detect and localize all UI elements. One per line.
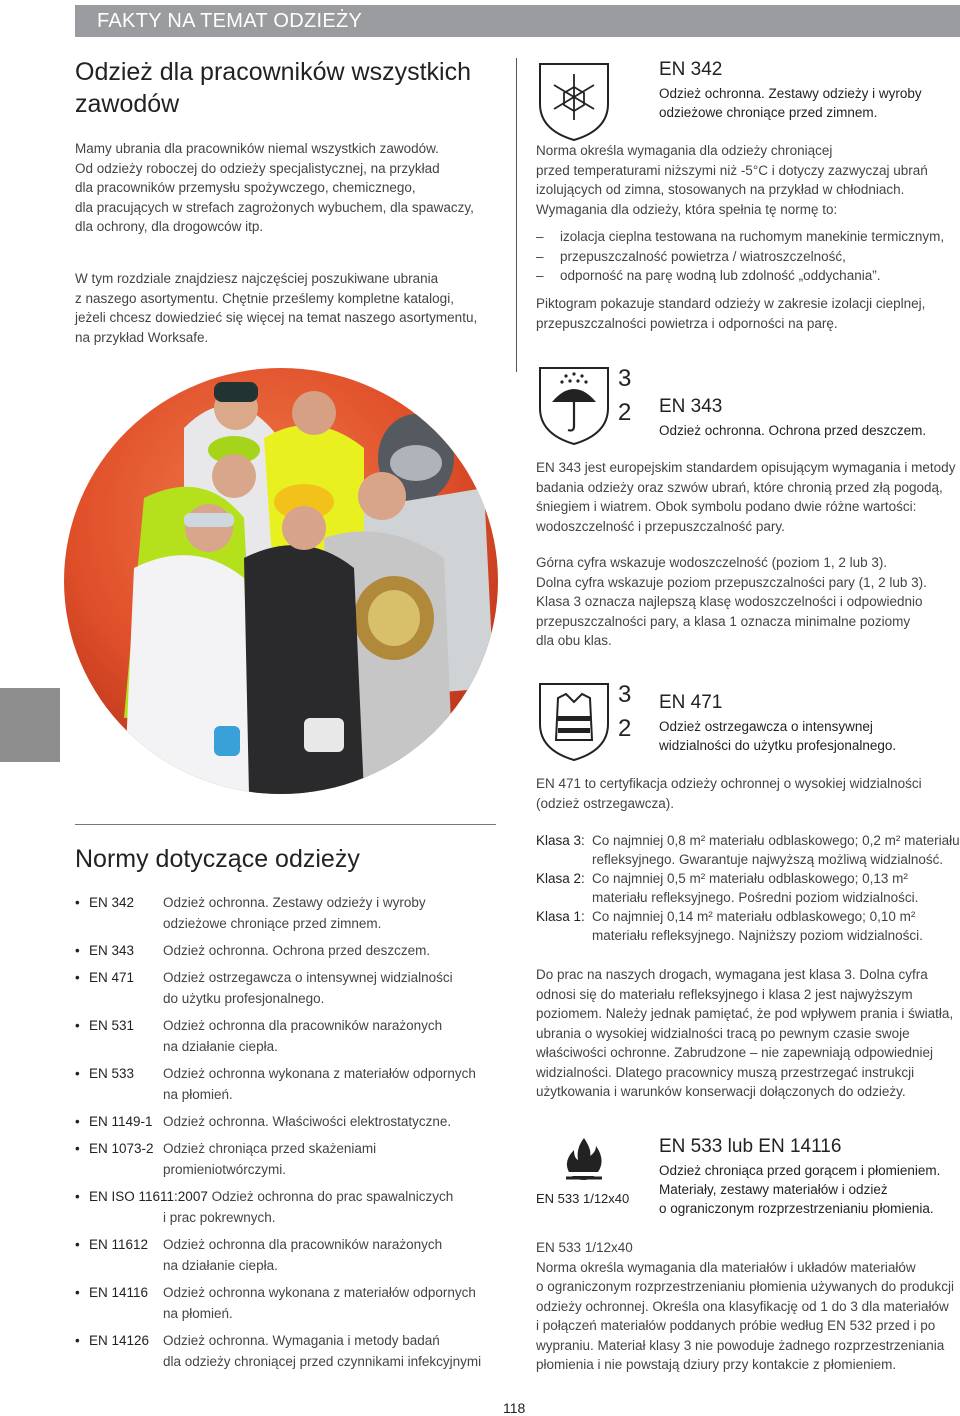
- en471-note-line: użytkowania i warunków konserwacji dołączonych do odzieży.: [536, 1084, 906, 1099]
- en343-levels: [536, 553, 956, 651]
- en533-text-head: EN 533 1/12x40: [536, 1240, 633, 1255]
- en343-level-line: Dolna cyfra wskazuje poziom przepuszczalności pary (1, 2 lub 3).: [536, 574, 927, 590]
- flame-protection-pictogram-icon: [562, 1136, 606, 1182]
- norm-item: • EN 14126 Odzież ochronna. Wymagania i metody badań dla odzieży chroniącej przed czynnikami infekcyjnymi: [75, 1330, 505, 1372]
- en343-description: [536, 458, 956, 536]
- en533-text-line: o ograniczonym rozprzestrzenianiu płomienia używanych do produkcji: [536, 1279, 954, 1294]
- en533-text-line: odzieży ochronnej. Określa ona klasyfikację od 1 do 3 dla materiałów: [536, 1298, 949, 1314]
- norm-item: • EN 531 Odzież ochronna dla pracowników narażonych na działanie ciepła.: [75, 1015, 505, 1057]
- norm-item: • EN ISO 11611:2007 Odzież ochronna do prac spawalniczych i prac pokrewnych.: [75, 1186, 505, 1228]
- en342-note: [536, 294, 956, 333]
- en342-requirements-list: [536, 227, 956, 286]
- en471-road-work-note: [536, 965, 960, 1102]
- en533-subtitle-line: Materiały, zestawy materiałów i odzież: [659, 1182, 888, 1197]
- class-text-line: Co najmniej 0,5 m² materiału odblaskowego; 0,13 m²: [592, 871, 908, 886]
- en343-breathability-value: 2: [618, 399, 632, 426]
- en471-note-line: odnosi się do materiału refleksyjnego i klasa 2 jest najwyższym: [536, 986, 913, 1002]
- en533-subtitle-line: o ograniczonym rozprzestrzenianiu płomienia.: [659, 1201, 934, 1216]
- class-text-line: materiału refleksyjnego. Pośredni poziom widzialności.: [592, 890, 919, 905]
- norms-top-rule: [75, 824, 496, 825]
- norm-desc-line: Odzież ochronna dla pracowników narażonych: [163, 1018, 443, 1033]
- norm-desc-line: promieniotwórczymi.: [163, 1162, 287, 1177]
- class-label: Klasa 1:: [536, 909, 585, 924]
- en342-requirement: – odporność na parę wodną lub zdolność „oddychania”.: [536, 266, 956, 286]
- norm-desc-line: Odzież ochronna do prac spawalniczych: [211, 1189, 454, 1204]
- en533-text-line: wypraniu. Materiał klasy 3 nie powoduje żadnego rozprzestrzeniania: [536, 1337, 945, 1353]
- en343-text-line: EN 343 jest europejskim standardem opisującym wymagania i metody: [536, 460, 956, 475]
- en471-class-row: [536, 831, 960, 869]
- class-text-line: refleksyjnego. Gwarantuje najwyższą możliwą widzialność.: [592, 852, 944, 867]
- intro-p1-line: dla ochrony, dla drogowców itp.: [75, 219, 264, 234]
- en343-text-line: badania odzieży oraz szwów ubrań, które chronią przed złą pogodą,: [536, 479, 943, 495]
- section-header-bar: [75, 5, 960, 37]
- norm-desc-line: i prac pokrewnych.: [163, 1210, 276, 1225]
- en471-class-value: 3: [618, 681, 632, 708]
- norm-desc-line: Odzież ochronna wykonana z materiałów odpornych: [163, 1285, 476, 1300]
- en471-classes: [536, 831, 960, 945]
- norm-desc-line: Odzież ochronna. Właściwości elektrostatyczne.: [163, 1114, 452, 1129]
- side-tab-marker: [0, 688, 60, 762]
- norm-desc-line: Odzież chroniąca przed skażeniami: [163, 1141, 377, 1156]
- en471-class-row: [536, 907, 960, 945]
- norm-code: EN 14116: [89, 1285, 149, 1300]
- intro-p2-line: z naszego asortymentu. Chętnie prześlemy kompletne katalogi,: [75, 290, 454, 306]
- en471-note-line: widzialności. Dlatego pracownicy muszą przestrzegać instrukcji: [536, 1064, 915, 1080]
- en342-subtitle-line: odzieżowe chroniące przed zimnem.: [659, 105, 878, 120]
- norm-desc-line: na działanie ciepła.: [163, 1258, 278, 1273]
- class-text-line: Co najmniej 0,8 m² materiału odblaskowego; 0,2 m² materiału: [592, 833, 960, 848]
- class-text-line: materiału refleksyjnego. Najniższy poziom widzialności.: [592, 928, 923, 943]
- intro-title-line-1: Odzież dla pracowników wszystkich: [75, 58, 471, 86]
- norm-code: EN 343: [89, 943, 135, 958]
- en342-text-line: przed temperaturami niższymi niż -5°C i dotyczy zazwyczaj ubrań: [536, 162, 928, 178]
- norm-desc-line: Odzież ochronna dla pracowników narażonych: [163, 1237, 443, 1252]
- en342-requirement: – przepuszczalność powietrza / wiatroszczelność,: [536, 247, 956, 267]
- en343-text-line: śniegiem i wiatrem. Obok symbolu podano dwie różne wartości:: [536, 499, 917, 514]
- en343-code: EN 343: [659, 396, 723, 417]
- hi-vis-pictogram-icon: [536, 680, 612, 762]
- norm-desc-line: Odzież ochronna wykonana z materiałów odpornych: [163, 1066, 476, 1081]
- norm-code: EN 531: [89, 1018, 135, 1033]
- en533-text-line: Norma określa wymagania dla materiałów i układów materiałów: [536, 1259, 916, 1275]
- norm-item: • EN 533 Odzież ochronna wykonana z materiałów odpornych na płomień.: [75, 1063, 505, 1105]
- intro-p2-line: jeżeli chcesz dowiedzieć się więcej na temat naszego asortymentu,: [75, 310, 478, 325]
- intro-p2-line: W tym rozdziale znajdziesz najczęściej poszukiwane ubrania: [75, 271, 439, 286]
- en342-code: EN 342: [659, 59, 723, 80]
- en471-note-line: poziomem. Należy jednak pamiętać, że pod wpływem prania i światła,: [536, 1006, 954, 1021]
- norm-code: EN 1073-2: [89, 1141, 154, 1156]
- norm-item: • EN 1073-2 Odzież chroniąca przed skażeniami promieniotwórczymi.: [75, 1138, 505, 1180]
- en342-text-line: izolujących od zimna, stosowanych na przykład w chłodniach.: [536, 182, 905, 197]
- norm-desc-line: na płomień.: [163, 1087, 233, 1102]
- en343-waterproof-value: 3: [618, 365, 632, 392]
- norm-desc-line: odzieżowe chroniące przed zimnem.: [163, 916, 382, 931]
- en342-text-line: Norma określa wymagania dla odzieży chroniącej: [536, 143, 833, 158]
- en533-text-line: i połączeń materiałów poddanych próbie według EN 532 przed i po: [536, 1318, 936, 1333]
- norm-desc-line: na płomień.: [163, 1306, 233, 1321]
- norm-item: • EN 471 Odzież ostrzegawcza o intensywnej widzialności do użytku profesjonalnego.: [75, 967, 505, 1009]
- en533-code: EN 533 lub EN 14116: [659, 1136, 842, 1157]
- en343-level-line: Górna cyfra wskazuje wodoszczelność (poziom 1, 2 lub 3).: [536, 555, 888, 570]
- class-label: Klasa 3:: [536, 833, 585, 848]
- intro-p1-line: dla pracujących w strefach zagrożonych wybuchem, dla spawaczy,: [75, 199, 474, 215]
- en342-note-line: przepuszczalności powietrza i odporności na parę.: [536, 315, 838, 331]
- intro-p1-line: dla pracowników przemysłu spożywczego, chemicznego,: [75, 180, 416, 195]
- intro-p2-line: na przykład Worksafe.: [75, 329, 209, 345]
- en471-description: [536, 774, 956, 813]
- en343-text-line: wodoszczelność i przepuszczalność pary.: [536, 518, 785, 534]
- en342-text-line: Wymagania dla odzieży, która spełnia tę normę to:: [536, 201, 838, 217]
- en342-subtitle: [659, 84, 922, 122]
- column-divider: [516, 58, 517, 372]
- en533-subtitle: [659, 1161, 940, 1218]
- norm-item: • EN 343 Odzież ochronna. Ochrona przed deszczem.: [75, 940, 505, 961]
- norm-item: • EN 1149-1 Odzież ochronna. Właściwości elektrostatyczne.: [75, 1111, 505, 1132]
- intro-p1-line: Mamy ubrania dla pracowników niemal wszystkich zawodów.: [75, 141, 439, 156]
- norm-code: EN 14126: [89, 1333, 150, 1348]
- en533-description: [536, 1238, 960, 1375]
- class-text-line: Co najmniej 0,14 m² materiału odblaskowego; 0,10 m²: [592, 909, 916, 924]
- en342-description: [536, 141, 956, 219]
- norm-desc-line: na działanie ciepła.: [163, 1039, 278, 1054]
- norm-desc-line: dla odzieży chroniącej przed czynnikami infekcyjnymi: [163, 1354, 482, 1369]
- norm-desc-line: Odzież ochronna. Zestawy odzieży i wyroby: [163, 895, 426, 910]
- en471-text-line: (odzież ostrzegawcza).: [536, 795, 675, 811]
- norms-section: [75, 843, 505, 875]
- norm-desc-line: do użytku profesjonalnego.: [163, 991, 325, 1006]
- norms-title: Normy dotyczące odzieży: [75, 845, 360, 873]
- norm-item: • EN 342 Odzież ochronna. Zestawy odzieży i wyroby odzieżowe chroniące przed zimnem.: [75, 892, 505, 934]
- class-label: Klasa 2:: [536, 871, 585, 886]
- en343-subtitle: Odzież ochronna. Ochrona przed deszczem.: [659, 423, 927, 438]
- en342-subtitle-line: Odzież ochronna. Zestawy odzieży i wyroby: [659, 86, 922, 101]
- norm-code: EN ISO 11611:2007: [89, 1189, 208, 1204]
- en342-note-line: Piktogram pokazuje standard odzieży w zakresie izolacji cieplnej,: [536, 296, 926, 311]
- cold-protection-pictogram-icon: [536, 60, 612, 142]
- norm-item: • EN 14116 Odzież ochronna wykonana z materiałów odpornych na płomień.: [75, 1282, 505, 1324]
- en471-subtitle-line: Odzież ostrzegawcza o intensywnej: [659, 719, 873, 734]
- intro-p1-line: Od odzieży roboczej do odzieży specjalistycznej, na przykład: [75, 160, 440, 176]
- en471-note-line: ubrania o wysokiej widzialności tracą po pewnym czasie swoje: [536, 1025, 910, 1041]
- norm-code: EN 342: [89, 895, 135, 910]
- en533-text-line: płomienia i nie powstają dziury przy kontakcie z płomieniem.: [536, 1357, 897, 1372]
- norm-desc-line: Odzież ochronna. Wymagania i metody badań: [163, 1333, 440, 1348]
- norm-item: • EN 11612 Odzież ochronna dla pracowników narażonych na działanie ciepła.: [75, 1234, 505, 1276]
- en471-subtitle: [659, 717, 896, 755]
- norm-desc-line: Odzież ostrzegawcza o intensywnej widzialności: [163, 970, 453, 985]
- norm-desc-line: Odzież ochronna. Ochrona przed deszczem.: [163, 943, 431, 958]
- norm-code: EN 1149-1: [89, 1114, 153, 1129]
- workers-group-photo: [64, 368, 498, 794]
- norm-code: EN 471: [89, 970, 135, 985]
- intro-section: [75, 56, 505, 120]
- section-header-title: FAKTY NA TEMAT ODZIEŻY: [97, 10, 363, 32]
- en471-subtitle-line: widzialności do użytku profesjonalnego.: [659, 738, 897, 753]
- en343-level-line: przepuszczalności pary, a klasa 1 oznacza minimalne poziomy: [536, 613, 911, 629]
- norm-code: EN 11612: [89, 1237, 149, 1252]
- norms-list: [75, 892, 505, 1378]
- en343-level-line: dla obu klas.: [536, 633, 612, 648]
- norm-code: EN 533: [89, 1066, 135, 1081]
- en471-class-row: [536, 869, 960, 907]
- en533-subtitle-line: Odzież chroniąca przed gorącem i płomieniem.: [659, 1163, 941, 1178]
- en342-requirement: – izolacja cieplna testowana na ruchomym manekinie termicznym,: [536, 227, 956, 247]
- en471-text-line: EN 471 to certyfikacja odzieży ochronnej o wysokiej widzialności: [536, 776, 922, 791]
- intro-paragraph-1: [75, 139, 505, 237]
- en343-level-line: Klasa 3 oznacza najlepszą klasę wodoszczelności i odpowiednio: [536, 594, 923, 609]
- intro-title: [75, 56, 505, 120]
- en471-note-line: Do prac na naszych drogach, wymagana jest klasa 3. Dolna cyfra: [536, 967, 928, 982]
- en471-code: EN 471: [659, 692, 723, 713]
- intro-paragraph-2: [75, 269, 505, 347]
- page-number: 118: [503, 1400, 526, 1416]
- en471-reflective-value: 2: [618, 715, 632, 742]
- rain-protection-pictogram-icon: [536, 364, 612, 446]
- en471-note-line: właściwości ochronne. Zabrudzone – nie zapewniają odpowiedniej: [536, 1045, 933, 1060]
- intro-title-line-2: zawodów: [75, 90, 180, 118]
- en533-icon-caption: EN 533 1/12x40: [536, 1191, 630, 1206]
